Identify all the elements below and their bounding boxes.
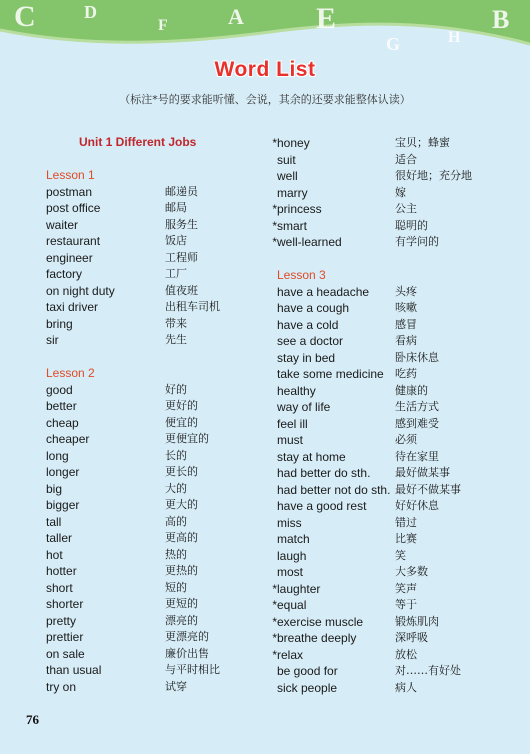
header-letter: F bbox=[158, 17, 168, 34]
header-letter: B bbox=[492, 5, 510, 34]
word-english-text: feel ill bbox=[277, 416, 308, 431]
word-chinese: 服务生 bbox=[165, 217, 198, 231]
word-english-text: than usual bbox=[46, 663, 102, 677]
word-english-text: marry bbox=[277, 185, 308, 200]
word-english-text: hotter bbox=[46, 564, 77, 578]
word-english bbox=[272, 135, 310, 151]
word-english bbox=[277, 482, 390, 498]
word-chinese: 公主 bbox=[395, 202, 417, 215]
word-english-text: cheap bbox=[46, 415, 79, 430]
word-english bbox=[46, 316, 73, 332]
word-english bbox=[277, 416, 308, 432]
word-english bbox=[46, 530, 72, 546]
word-chinese: 感到难受 bbox=[395, 416, 439, 430]
header-letter: H bbox=[448, 29, 461, 46]
word-chinese: 大的 bbox=[165, 481, 187, 495]
word-chinese: 卧床休息 bbox=[395, 350, 439, 364]
word-chinese: 热的 bbox=[165, 547, 187, 561]
word-english-text: on sale bbox=[46, 646, 85, 661]
word-english bbox=[46, 596, 83, 612]
word-english-text: be good for bbox=[277, 664, 338, 678]
word-english-text: have a headache bbox=[277, 284, 370, 299]
word-english bbox=[277, 465, 370, 481]
word-chinese: 好的 bbox=[165, 382, 187, 396]
word-chinese: 最好不做某事 bbox=[395, 482, 461, 496]
word-chinese: 最好做某事 bbox=[395, 466, 450, 479]
word-english-text: on night duty bbox=[46, 283, 115, 298]
word-english bbox=[46, 332, 59, 348]
word-english bbox=[277, 152, 296, 168]
word-chinese: 深呼吸 bbox=[395, 631, 428, 644]
word-chinese: 饭店 bbox=[165, 234, 187, 247]
word-english bbox=[272, 630, 357, 646]
word-english-text: try on bbox=[46, 679, 77, 694]
word-english bbox=[277, 300, 349, 316]
word-chinese: 试穿 bbox=[165, 679, 187, 693]
word-english-text: big bbox=[46, 481, 63, 496]
word-english bbox=[46, 580, 73, 596]
word-english bbox=[272, 234, 342, 250]
word-english-text: post office bbox=[46, 201, 101, 215]
star-mark: * bbox=[272, 647, 277, 662]
word-english bbox=[277, 366, 384, 382]
word-english bbox=[46, 448, 69, 464]
word-english bbox=[277, 663, 338, 679]
word-chinese: 有学问的 bbox=[395, 235, 439, 248]
word-chinese: 生活方式 bbox=[395, 400, 439, 413]
star-mark: * bbox=[272, 202, 277, 216]
word-english-text: postman bbox=[46, 184, 93, 199]
word-english bbox=[46, 464, 79, 480]
word-english-text: short bbox=[46, 580, 73, 595]
word-chinese: 长的 bbox=[165, 448, 187, 462]
word-english-text: restaurant bbox=[46, 234, 101, 248]
word-english-text: pretty bbox=[46, 613, 77, 628]
word-english bbox=[272, 647, 304, 663]
word-english-text: had better not do sth. bbox=[277, 482, 391, 497]
word-chinese: 笑 bbox=[395, 548, 406, 562]
word-english bbox=[277, 168, 298, 184]
word-english bbox=[277, 548, 306, 564]
word-chinese: 更便宜的 bbox=[165, 432, 209, 445]
page-number: 76 bbox=[26, 712, 39, 727]
word-chinese: 更好的 bbox=[165, 399, 198, 412]
word-english-text: longer bbox=[46, 465, 80, 479]
word-chinese: 待在家里 bbox=[395, 449, 439, 463]
word-english-text: taxi driver bbox=[46, 300, 99, 314]
word-chinese: 吃药 bbox=[395, 367, 417, 380]
word-english bbox=[277, 564, 303, 580]
word-english bbox=[46, 679, 76, 695]
word-chinese: 咳嗽 bbox=[395, 301, 417, 314]
word-english-text: match bbox=[277, 532, 310, 546]
word-chinese: 工厂 bbox=[165, 267, 187, 280]
word-english-text: well bbox=[277, 169, 298, 183]
word-english-text: way of life bbox=[277, 400, 331, 414]
word-english bbox=[277, 432, 303, 448]
word-english-text: tall bbox=[46, 514, 62, 529]
word-english bbox=[46, 283, 115, 299]
word-english bbox=[46, 233, 100, 249]
word-chinese: 病人 bbox=[395, 680, 417, 694]
word-english-text: cheaper bbox=[46, 432, 90, 446]
word-english bbox=[277, 185, 308, 201]
word-chinese: 先生 bbox=[165, 333, 187, 346]
star-mark: * bbox=[272, 614, 277, 629]
word-english bbox=[272, 597, 307, 613]
page-title: Word List bbox=[214, 58, 316, 81]
word-chinese: 看病 bbox=[395, 334, 417, 347]
word-english bbox=[277, 498, 366, 514]
word-english bbox=[277, 284, 369, 300]
word-english-text: breathe deeply bbox=[277, 631, 357, 645]
word-english-text: exercise muscle bbox=[277, 614, 364, 629]
word-chinese: 更热的 bbox=[165, 564, 198, 577]
header-letter: C bbox=[14, 0, 36, 33]
word-english-text: shorter bbox=[46, 597, 84, 611]
word-chinese: 漂亮的 bbox=[165, 613, 198, 627]
word-english-text: have a cough bbox=[277, 301, 350, 315]
word-chinese: 锻炼肌肉 bbox=[395, 614, 439, 628]
word-english-text: miss bbox=[277, 515, 302, 530]
word-english-text: laugh bbox=[277, 548, 307, 563]
word-chinese: 更高的 bbox=[165, 531, 198, 544]
lesson-heading: Lesson 1 bbox=[46, 168, 95, 182]
word-english-text: taller bbox=[46, 531, 73, 545]
word-chinese: 聪明的 bbox=[395, 218, 428, 232]
word-chinese: 笑声 bbox=[395, 581, 417, 595]
word-english bbox=[277, 680, 337, 696]
word-chinese: 廉价出售 bbox=[165, 646, 209, 660]
word-chinese: 更大的 bbox=[165, 498, 198, 511]
word-english bbox=[272, 614, 364, 630]
word-english bbox=[277, 317, 338, 333]
header-letter: G bbox=[386, 34, 401, 54]
word-chinese: 更漂亮的 bbox=[165, 630, 209, 643]
word-english-text: had better do sth. bbox=[277, 466, 371, 480]
word-chinese: 头疼 bbox=[395, 284, 417, 298]
word-chinese: 高的 bbox=[165, 514, 187, 528]
header-letter: A bbox=[228, 4, 244, 29]
word-english-text: have a cold bbox=[277, 317, 339, 332]
word-english-text: bring bbox=[46, 316, 73, 331]
word-english bbox=[272, 218, 307, 234]
word-english-text: most bbox=[277, 565, 304, 579]
word-english bbox=[46, 398, 77, 414]
page-subtitle: （标注*号的要求能听懂、会说，其余的还要求能整体认读） bbox=[119, 93, 411, 106]
word-english bbox=[46, 547, 63, 563]
word-chinese: 出租车司机 bbox=[165, 300, 220, 313]
word-english bbox=[46, 217, 78, 233]
word-chinese: 放松 bbox=[395, 647, 417, 661]
word-chinese: 邮递员 bbox=[165, 184, 198, 198]
word-chinese: 短的 bbox=[165, 580, 187, 594]
word-english bbox=[277, 399, 330, 415]
word-chinese: 更长的 bbox=[165, 465, 198, 478]
header-letter: E bbox=[316, 2, 337, 35]
word-english-text: well-learned bbox=[277, 235, 342, 249]
word-english-text: princess bbox=[277, 202, 322, 216]
word-english bbox=[277, 350, 335, 366]
word-english bbox=[46, 431, 89, 447]
word-chinese: 必须 bbox=[395, 433, 417, 446]
word-english-text: long bbox=[46, 448, 69, 463]
word-english bbox=[46, 266, 82, 282]
header-letter: D bbox=[84, 2, 97, 22]
word-english bbox=[277, 333, 343, 349]
star-mark: * bbox=[272, 581, 277, 596]
word-chinese: 比赛 bbox=[395, 532, 417, 545]
word-english-text: stay at home bbox=[277, 449, 346, 464]
word-chinese: 嫁 bbox=[395, 185, 406, 199]
star-mark: * bbox=[272, 136, 277, 150]
star-mark: * bbox=[272, 598, 277, 612]
word-english bbox=[46, 497, 79, 513]
header-banner bbox=[0, 0, 530, 62]
word-chinese: 值夜班 bbox=[165, 283, 198, 297]
word-english bbox=[46, 184, 92, 200]
word-chinese: 等于 bbox=[395, 598, 417, 611]
word-english bbox=[277, 449, 346, 465]
word-english-text: suit bbox=[277, 152, 296, 167]
word-chinese: 大多数 bbox=[395, 565, 428, 578]
word-chinese: 带来 bbox=[165, 316, 187, 330]
word-chinese: 便宜的 bbox=[165, 415, 198, 429]
word-english-text: honey bbox=[277, 136, 310, 150]
word-english-text: engineer bbox=[46, 250, 93, 265]
word-english bbox=[46, 646, 85, 662]
star-mark: * bbox=[272, 235, 277, 249]
word-english-text: good bbox=[46, 382, 73, 397]
word-english bbox=[46, 415, 79, 431]
word-english-text: waiter bbox=[46, 217, 79, 232]
word-english bbox=[46, 629, 83, 645]
word-chinese: 很好地；充分地 bbox=[395, 169, 472, 182]
word-english bbox=[277, 531, 310, 547]
word-chinese: 错过 bbox=[395, 515, 417, 529]
word-english bbox=[46, 299, 98, 315]
word-chinese: 与平时相比 bbox=[165, 663, 220, 676]
word-english bbox=[46, 382, 73, 398]
word-english-text: stay in bed bbox=[277, 350, 336, 365]
word-chinese: 工程师 bbox=[165, 250, 198, 264]
word-chinese: 感冒 bbox=[395, 317, 417, 331]
word-english-text: take some medicine bbox=[277, 367, 384, 381]
word-english-text: healthy bbox=[277, 383, 316, 398]
word-english-text: prettier bbox=[46, 630, 84, 644]
word-english bbox=[46, 613, 76, 629]
word-english bbox=[272, 581, 321, 597]
word-english-text: have a good rest bbox=[277, 499, 367, 513]
unit-heading: Unit 1 Different Jobs bbox=[79, 135, 197, 149]
word-chinese: 好好休息 bbox=[395, 499, 439, 512]
word-chinese: 宝贝；蜂蜜 bbox=[395, 136, 450, 149]
word-english bbox=[46, 563, 77, 579]
word-chinese: 更短的 bbox=[165, 597, 198, 610]
word-english-text: bigger bbox=[46, 498, 80, 512]
word-english bbox=[46, 481, 62, 497]
word-english-text: see a doctor bbox=[277, 334, 344, 348]
word-english bbox=[277, 515, 302, 531]
lesson-heading: Lesson 3 bbox=[277, 268, 326, 282]
word-english bbox=[46, 250, 93, 266]
star-mark: * bbox=[272, 631, 277, 645]
word-english-text: smart bbox=[277, 218, 307, 233]
word-english-text: better bbox=[46, 399, 77, 413]
word-english-text: must bbox=[277, 433, 304, 447]
word-english-text: relax bbox=[277, 647, 304, 662]
word-english bbox=[46, 514, 61, 530]
word-english bbox=[46, 662, 101, 678]
word-chinese: 邮局 bbox=[165, 201, 187, 214]
star-mark: * bbox=[272, 218, 277, 233]
word-english bbox=[46, 200, 100, 216]
word-chinese: 健康的 bbox=[395, 383, 428, 397]
word-english-text: factory bbox=[46, 267, 83, 281]
word-english-text: sir bbox=[46, 333, 59, 347]
word-english-text: equal bbox=[277, 598, 307, 612]
word-english-text: sick people bbox=[277, 680, 338, 695]
word-english bbox=[272, 201, 322, 217]
word-english-text: hot bbox=[46, 547, 63, 562]
lesson-heading: Lesson 2 bbox=[46, 366, 95, 380]
word-english-text: laughter bbox=[277, 581, 321, 596]
word-chinese: 对……有好处 bbox=[395, 664, 461, 677]
word-chinese: 适合 bbox=[395, 152, 417, 166]
word-english bbox=[277, 383, 316, 399]
